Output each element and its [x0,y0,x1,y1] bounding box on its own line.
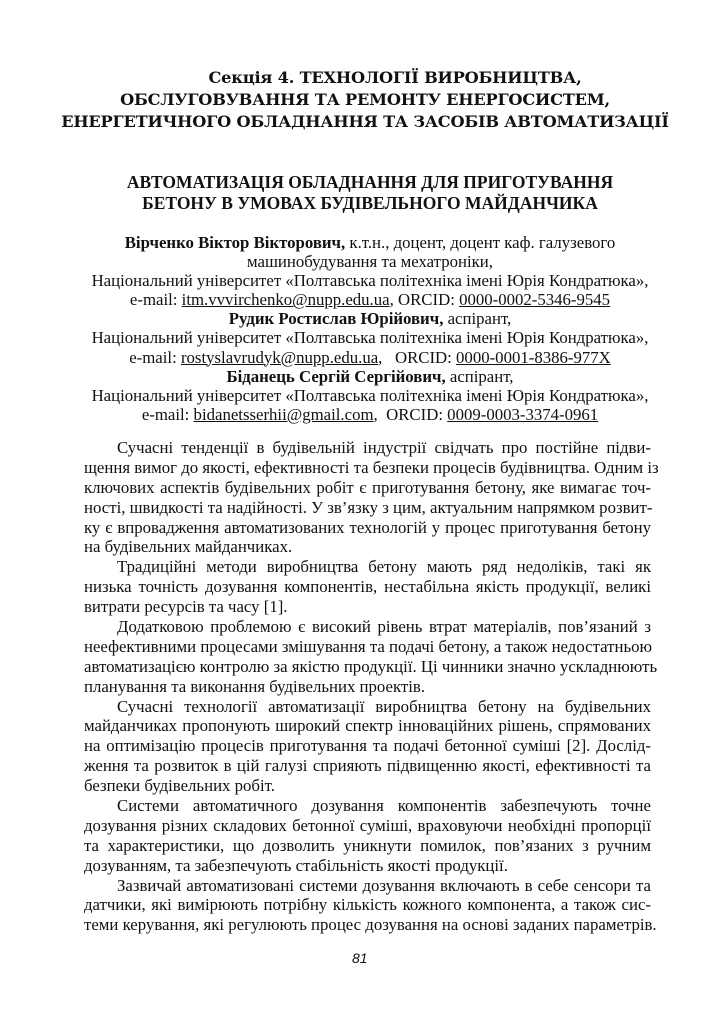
text-line: ключових аспектів будівельних робіт є приготування бетону, яке вимагає точ- [84,477,651,497]
author-name: Біданець Сергій Сергійович, [226,366,446,386]
text-line: автоматизацією контролю за якістю продукції. Ці чинники значно ускладнюють [84,656,658,676]
text-line: Сучасні технології автоматизації виробництва бетону на будівельних [117,696,651,716]
text-line: Сучасні тенденції в будівельній індустрії свідчать про постійне підви- [117,438,651,457]
text-line: безпеки будівельних робіт. [84,776,275,796]
paragraph [84,438,659,557]
text-line: на оптимізацію процесів приготування та подачі бетонної суміші [2]. Дослід- [84,736,651,756]
author-1-name-line [60,233,680,252]
text-line: та характеристики, що дозволить уникнути помилок, пов’язаних з ручним [84,835,651,855]
text-line: Додатковою проблемою є високий рівень втрат матеріалів, пов’язаний з [117,617,651,637]
section-header [40,67,690,133]
paragraph [84,796,651,876]
author-2-name-line [60,309,680,328]
section-header-line: ОБСЛУГОВУВАННЯ ТА РЕМОНТУ ЕНЕРГОСИСТЕМ, [120,90,610,109]
email-link[interactable]: itm.vvvirchenko@nupp.edu.ua [181,290,390,310]
orcid-label: , ORCID: [373,404,448,424]
author-contacts [60,290,680,309]
paragraph [84,557,651,617]
orcid-label: , ORCID: [378,347,457,367]
title-line: АВТОМАТИЗАЦІЯ ОБЛАДНАННЯ ДЛЯ ПРИГОТУВАННЯ [126,172,614,192]
author-contacts [60,405,680,424]
orcid-link[interactable]: 0009-0003-3374-0961 [447,404,599,424]
author-role: аспірант, [443,309,512,329]
paragraph [84,697,651,796]
text-line: теми керування, які регулюють процес дозування на основі заданих параметрів. [84,915,657,935]
email-link[interactable]: bidanetsserhii@gmail.com [193,404,374,424]
author-block [60,233,680,424]
text-line: дозування різних складових бетонної суміші, враховуючи необхідні пропорції [84,815,651,835]
text-line: планування та виконання будівельних проектів. [84,676,426,696]
text-line: Системи автоматичного дозування компонентів забезпечують точне [117,796,651,816]
author-university: Національний університет «Полтавська політехніка імені Юрія Кондратюка», [91,328,649,348]
text-line: Традиційні методи виробництва бетону мають ряд недоліків, такі як [117,557,651,577]
email-label: e-mail: [129,290,182,310]
text-line: Зазвичай автоматизовані системи дозування включають в себе сенсори та [117,875,651,895]
article-title [60,172,680,214]
email-link[interactable]: rostyslavrudyk@nupp.edu.ua [180,347,379,367]
paragraph [84,875,657,936]
page-number: 81 [352,950,368,966]
text-line: датчики, які вимірюють потрібну кількість кожного компонента, а також сис- [84,895,651,915]
text-line: неефективними процесами змішування та подачі бетону, а також недостатньою [84,636,653,656]
author-dept: машинобудування та мехатроніки, [247,252,493,272]
article-body [84,438,659,935]
text-line: ження та розвиток в цій галузі сприяють підвищенню якості, ефективності та [84,756,651,776]
text-line: витрати ресурсів та часу [1]. [84,597,288,617]
author-name: Рудик Ростислав Юрійович, [228,309,444,329]
section-header-line: Секція 4. ТЕХНОЛОГІЇ ВИРОБНИЦТВА, [208,68,582,87]
orcid-link[interactable]: 0000-0002-5346-9545 [459,290,611,310]
text-line: ку є впровадження автоматизованих технологій у процес приготування бетону [84,517,651,537]
paragraph [84,617,658,697]
section-header-line: ЕНЕРГЕТИЧНОГО ОБЛАДНАННЯ ТА ЗАСОБІВ АВТОМАТИЗАЦІЇ [61,112,669,131]
author-name: Вірченко Віктор Вікторович, [124,233,346,252]
author-role: к.т.н., доцент, доцент каф. галузевого [345,233,616,252]
email-label: e-mail: [129,347,181,367]
text-line: дозуванням, та забезпечують стабільність якості продукції. [84,855,508,875]
author-contacts [60,348,680,367]
orcid-link[interactable]: 0000-0001-8386-977X [456,347,611,367]
text-line: щення вимог до якості, ефективності та безпеки процесів будівництва. Одним із [84,457,659,477]
orcid-label: , ORCID: [389,290,460,310]
author-university: Національний університет «Полтавська політехніка імені Юрія Кондратюка», [91,385,649,405]
text-line: майданчиках пропонують широкий спектр інноваційних рішень, спрямованих [84,716,651,736]
text-line: ності, швидкості та надійності. У зв’язку з цим, актуальним напрямком розвит- [84,497,653,517]
author-university: Національний університет «Полтавська політехніка імені Юрія Кондратюка», [91,271,649,291]
author-3-name-line [60,367,680,386]
author-role: аспірант, [445,366,514,386]
text-line: низька точність дозування компонентів, нестабільна якість продукції, великі [84,577,651,597]
title-line: БЕТОНУ В УМОВАХ БУДІВЕЛЬНОГО МАЙДАНЧИКА [142,193,598,213]
email-label: e-mail: [141,404,194,424]
text-line: на будівельних майданчиках. [84,537,293,557]
